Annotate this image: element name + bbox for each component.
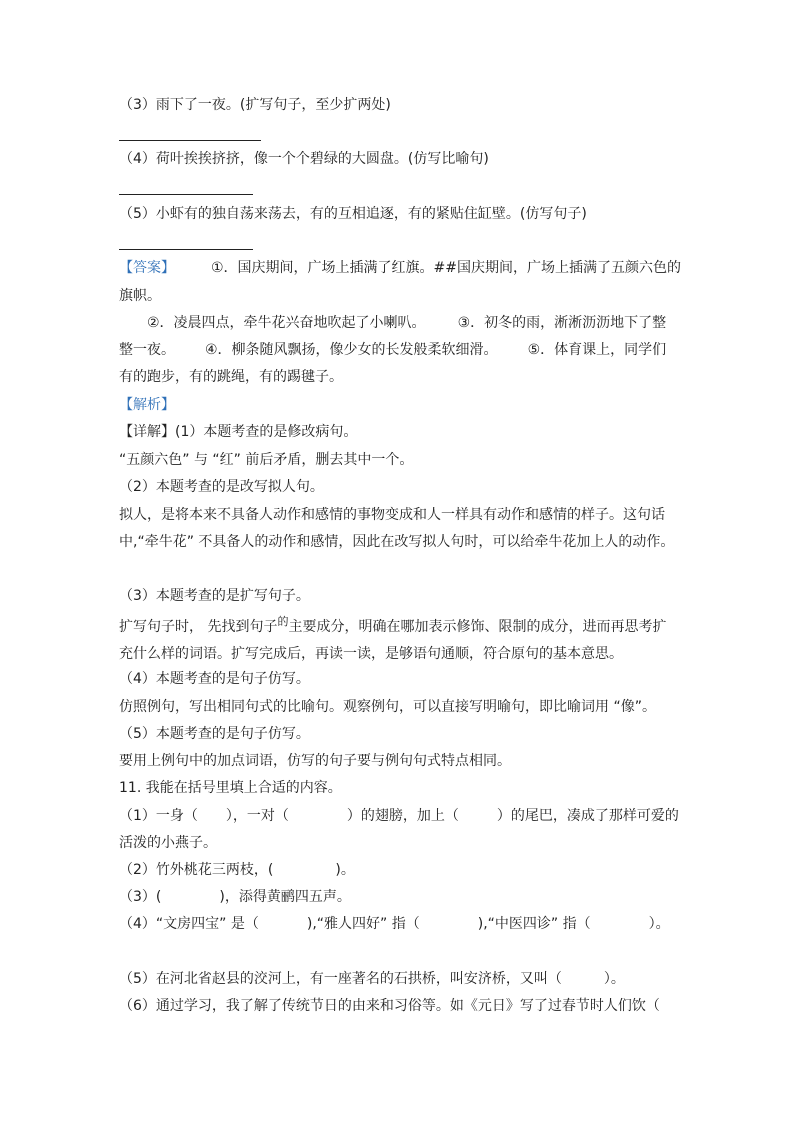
- answer-line-2: 旗帜。: [119, 288, 161, 304]
- answer-text: ④．柳条随风飘扬，像少女的长发般柔软细滑。: [205, 342, 498, 358]
- q11-text: （3）(: [119, 889, 162, 905]
- q11-item-1-cont: 活泼的小燕子。: [119, 835, 217, 851]
- analysis-text: (1）本题考查的是修改病句。: [175, 424, 358, 440]
- detail-tag: 【详解】: [119, 424, 175, 440]
- q11-item-2: [119, 860, 355, 880]
- q11-text: ),“雅人四好” 指（: [306, 916, 420, 932]
- analysis-paragraph: [119, 617, 666, 638]
- analysis-paragraph: （5）本题考查的是句子仿写。: [119, 726, 310, 742]
- analysis-paragraph: 中,“牵牛花” 不具备人的动作和感情，因此在改写拟人句时，可以给牵牛花加上人的动作。: [119, 534, 675, 550]
- question-11-title: 11. 我能在括号里填上合适的内容。: [119, 780, 342, 796]
- analysis-text: 的: [277, 615, 289, 628]
- answer-line-4: [119, 340, 666, 360]
- q11-item-6: （6）通过学习，我了解了传统节日的由来和习俗等。如《元日》写了过春节时人们饮（: [119, 998, 660, 1014]
- q11-text: )。: [335, 862, 355, 878]
- analysis-paragraph: （2）本题考查的是改写拟人句。: [119, 479, 324, 495]
- q11-item-3: [119, 887, 351, 907]
- answer-blank-line: [119, 194, 253, 195]
- q11-text: （5）在河北省赵县的洨河上，有一座著名的石拱桥，叫安济桥，又叫（: [119, 971, 562, 987]
- answer-text: ③．初冬的雨，淅淅沥沥地下了整: [457, 315, 667, 331]
- q11-text: ）的翅膀，加上（: [346, 808, 459, 824]
- question-5: （5）小虾有的独自荡来荡去，有的互相追逐，有的紧贴住缸壁。(仿写句子): [119, 206, 587, 222]
- analysis-paragraph: 要用上例句中的加点词语，仿写的句子要与例句句式特点相同。: [119, 753, 511, 769]
- answer-text: 整一夜。: [119, 342, 175, 358]
- q11-text: ），一对（: [225, 808, 289, 824]
- answer-tag: 【答案】: [119, 260, 175, 276]
- analysis-paragraph: “五颜六色” 与 “红” 前后矛盾，删去其中一个。: [119, 452, 414, 468]
- q11-text: )，添得黄鹂四五声。: [219, 889, 351, 905]
- answer-blank-line: [119, 249, 253, 250]
- q11-text: ）。: [603, 971, 625, 987]
- q11-text: （1）一身（: [119, 808, 198, 824]
- q11-item-5: [119, 969, 625, 989]
- analysis-paragraph: [119, 422, 357, 442]
- q11-text: ),“中医四诊” 指（: [477, 916, 591, 932]
- q11-text: ）的尾巴，凑成了那样可爱的: [496, 808, 679, 824]
- q11-text: ）。: [648, 916, 670, 932]
- analysis-paragraph: 仿照例句，写出相同句式的比喻句。观察例句，可以直接写明喻句，即比喻词用 “像”。: [119, 699, 656, 715]
- q11-text: （4）“文房四宝” 是（: [119, 916, 259, 932]
- analysis-tag: 【解析】: [119, 397, 175, 413]
- analysis-paragraph: （3）本题考查的是扩写句子。: [119, 588, 310, 604]
- q11-item-4: [119, 914, 670, 934]
- answer-line-3: [119, 313, 666, 333]
- answer-line-5: 有的跑步，有的跳绳，有的踢毽子。: [119, 369, 343, 385]
- analysis-paragraph: 拟人，是将本来不具备人动作和感情的事物变成和人一样具有动作和感情的样子。这句话: [119, 507, 665, 523]
- q11-item-1: [119, 806, 679, 826]
- question-4: （4）荷叶挨挨挤挤，像一个个碧绿的大圆盘。(仿写比喻句): [119, 151, 489, 167]
- answer-text: ①．国庆期间，广场上插满了红旗。##国庆期间，广场上插满了五颜六色的: [211, 260, 682, 276]
- answer-text: ②．凌晨四点，牵牛花兴奋地吹起了小喇叭。: [147, 315, 426, 331]
- analysis-text: 扩写句子时， 先找到句子: [119, 619, 278, 635]
- analysis-paragraph: （4）本题考查的是句子仿写。: [119, 671, 310, 687]
- answer-text: ⑤．体育课上，同学们: [527, 342, 667, 358]
- answer-blank-line: [119, 140, 261, 141]
- analysis-text: 主要成分，明确在哪加表示修饰、限制的成分，进而再思考扩: [288, 619, 667, 635]
- answer-line-1: [119, 258, 681, 278]
- q11-text: （2）竹外桃花三两枝，(: [119, 862, 274, 878]
- analysis-paragraph: 充什么样的词语。扩写完成后，再读一读，是够语句通顺，符合原句的基本意思。: [119, 646, 623, 662]
- question-3: （3）雨下了一夜。(扩写句子，至少扩两处): [119, 97, 391, 113]
